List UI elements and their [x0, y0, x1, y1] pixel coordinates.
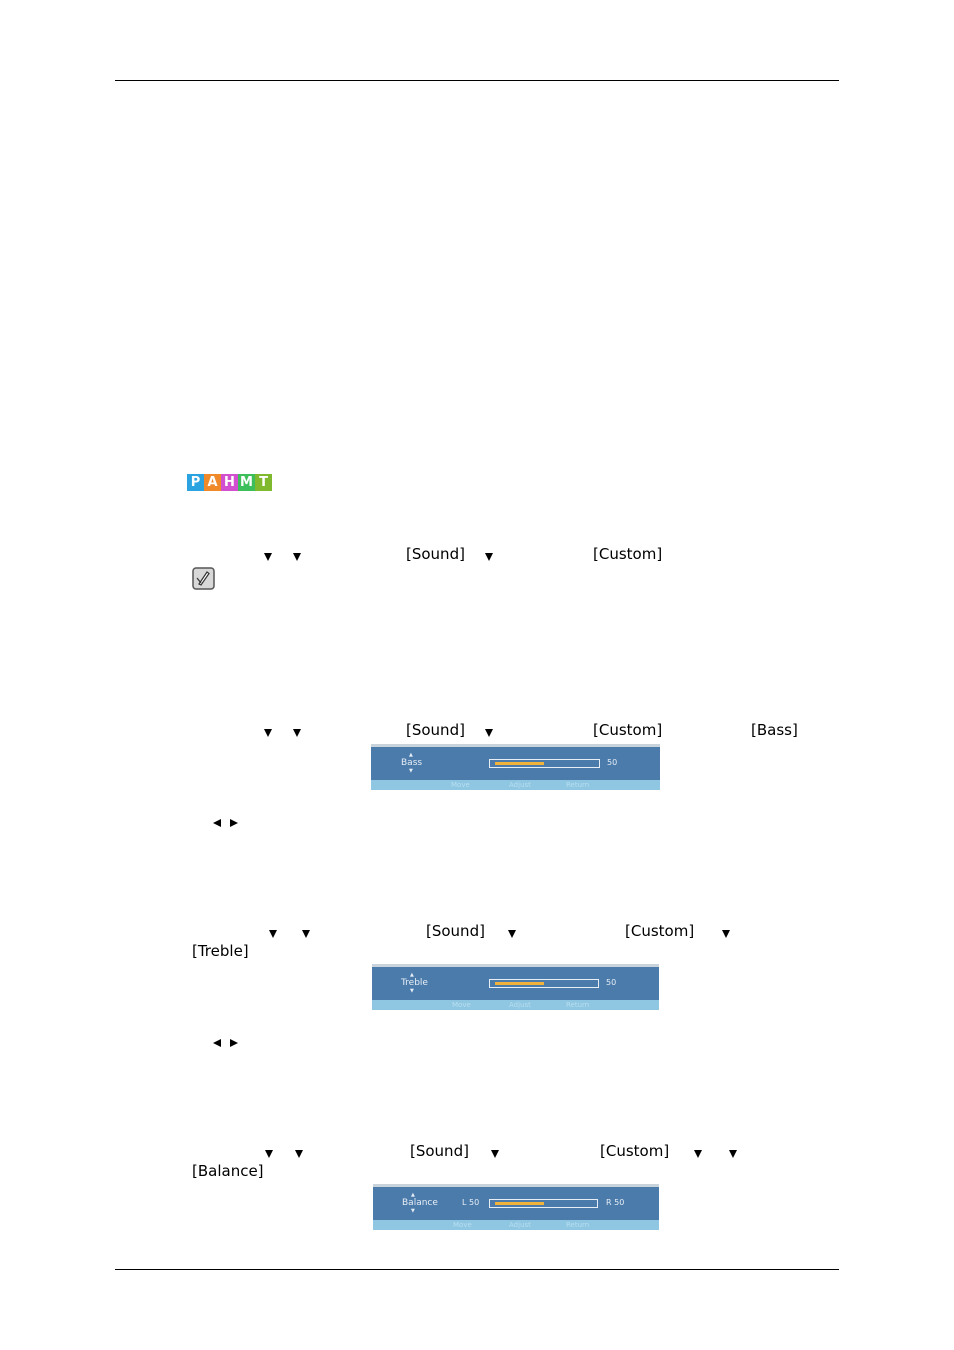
osd-treble-label: Treble: [401, 978, 428, 988]
arrow-right-icon: [230, 819, 238, 827]
osd-treble-value: 50: [606, 978, 617, 987]
hint-move: Move: [451, 781, 470, 789]
hint-return: Return: [566, 1221, 590, 1229]
arrow-down-icon: [485, 729, 493, 737]
osd-treble: [372, 964, 659, 1010]
arrow-down-icon: [264, 729, 272, 737]
menu-balance: [Balance]: [192, 1162, 264, 1180]
menu-sound: [Sound]: [426, 922, 485, 940]
arrow-down-icon: [264, 553, 272, 561]
osd-balance-label: Balance: [402, 1198, 438, 1208]
up-down-icon: ▲: [411, 1192, 415, 1198]
up-down-icon: ▲: [409, 752, 413, 758]
menu-custom: [Custom]: [593, 545, 663, 563]
up-down-icon: ▲: [410, 972, 414, 978]
hint-move: Move: [452, 1001, 471, 1009]
menu-custom: [Custom]: [625, 922, 695, 940]
hint-return: Return: [566, 1001, 590, 1009]
menu-treble: [Treble]: [192, 942, 249, 960]
arrow-down-icon: [293, 553, 301, 561]
menu-sound: [Sound]: [406, 545, 465, 563]
footer-rule: [115, 1269, 839, 1270]
badge-p: P: [187, 474, 204, 491]
header-rule: [115, 80, 839, 81]
badge-t: T: [255, 474, 272, 491]
osd-balance: [373, 1184, 659, 1230]
menu-sound: [Sound]: [406, 721, 465, 739]
menu-custom: [Custom]: [600, 1142, 670, 1160]
menu-custom: [Custom]: [593, 721, 663, 739]
arrow-down-icon: [302, 930, 310, 938]
arrow-down-icon: [508, 930, 516, 938]
arrow-down-icon: [265, 1150, 273, 1158]
arrow-down-icon: [485, 553, 493, 561]
hint-adjust: Adjust: [509, 1001, 531, 1009]
badge-m: M: [238, 474, 255, 491]
arrow-down-icon: [694, 1150, 702, 1158]
arrow-down-icon: [293, 729, 301, 737]
mode-badges: [187, 474, 272, 491]
osd-balance-bar-fill: [495, 1202, 544, 1205]
arrow-down-icon: [491, 1150, 499, 1158]
arrow-down-icon: [722, 930, 730, 938]
arrow-right-icon: [230, 1039, 238, 1047]
hint-move: Move: [453, 1221, 472, 1229]
osd-bass-label: Bass: [401, 758, 423, 768]
osd-treble-bar-fill: [495, 982, 544, 985]
osd-treble-bar: [489, 979, 599, 988]
arrow-down-icon: [269, 930, 277, 938]
menu-sound: [Sound]: [410, 1142, 469, 1160]
menu-bass: [Bass]: [751, 721, 798, 739]
badge-a: A: [204, 474, 221, 491]
hint-adjust: Adjust: [509, 1221, 531, 1229]
arrow-down-icon: [295, 1150, 303, 1158]
osd-bass-bar: [489, 759, 600, 768]
osd-balance-left: L 50: [462, 1198, 480, 1207]
osd-balance-right: R 50: [606, 1198, 625, 1207]
osd-bass-value: 50: [607, 758, 618, 767]
osd-balance-bar: [489, 1199, 598, 1208]
up-down-icon: ▼: [411, 1208, 415, 1214]
osd-bass-bar-fill: [495, 762, 544, 765]
arrow-left-icon: [213, 819, 221, 827]
arrow-left-icon: [213, 1039, 221, 1047]
up-down-icon: ▼: [409, 768, 413, 774]
osd-bass: [371, 744, 660, 790]
up-down-icon: ▼: [410, 988, 414, 994]
hint-adjust: Adjust: [509, 781, 531, 789]
note-icon: [192, 567, 215, 590]
arrow-down-icon: [729, 1150, 737, 1158]
hint-return: Return: [566, 781, 590, 789]
badge-h: H: [221, 474, 238, 491]
